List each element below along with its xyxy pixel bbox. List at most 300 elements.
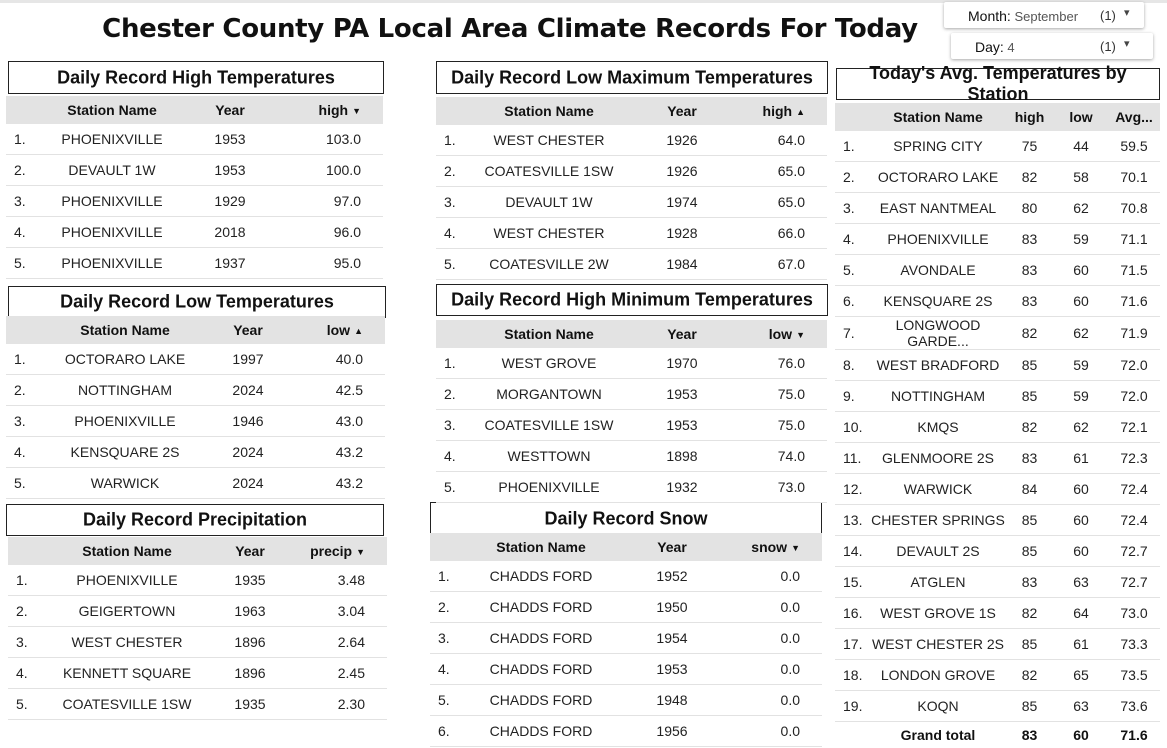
- card-title-record-low-max: Daily Record Low Maximum Temperatures: [436, 61, 828, 94]
- station-name-cell: COATESVILLE 1SW: [472, 156, 626, 187]
- station-name-cell: WARWICK: [42, 468, 208, 499]
- year-cell: 1926: [626, 125, 738, 156]
- row-index: 14.: [835, 536, 871, 567]
- table-row[interactable]: [8, 565, 387, 596]
- row-index: 9.: [835, 381, 871, 412]
- column-header-station[interactable]: Station Name: [44, 537, 210, 565]
- column-header-low[interactable]: low ▼: [738, 320, 827, 348]
- avg-cell: 72.0: [1108, 350, 1160, 381]
- row-index: 3.: [6, 186, 42, 217]
- row-index: 5.: [430, 685, 466, 716]
- year-cell: 1963: [210, 596, 290, 627]
- year-cell: 1946: [208, 406, 288, 437]
- column-header-station[interactable]: Station Name: [42, 316, 208, 344]
- row-index: 3.: [430, 623, 466, 654]
- table-row[interactable]: [835, 567, 1160, 598]
- table-row[interactable]: [436, 249, 827, 280]
- station-name-cell: WEST CHESTER 2S: [871, 629, 1005, 660]
- table-row[interactable]: [6, 124, 383, 155]
- avg-cell: 72.0: [1108, 381, 1160, 412]
- sort-descending-icon[interactable]: ▼: [356, 547, 365, 557]
- value-cell: 96.0: [278, 217, 383, 248]
- record-high-min-table: [436, 320, 827, 503]
- day-filter-count: (1): [1100, 39, 1116, 54]
- row-index: 4.: [6, 437, 42, 468]
- low-cell: 59: [1054, 381, 1108, 412]
- column-header-high[interactable]: high ▲: [738, 97, 827, 125]
- year-cell: 1937: [182, 248, 278, 279]
- table-row[interactable]: [6, 344, 385, 375]
- row-index: 4.: [8, 658, 44, 689]
- station-name-cell: LONDON GROVE: [871, 660, 1005, 691]
- station-name-cell: PHOENIXVILLE: [42, 248, 182, 279]
- column-header-low[interactable]: low ▲: [288, 316, 385, 344]
- month-filter-value: September: [1014, 9, 1078, 24]
- row-index: 4.: [6, 217, 42, 248]
- row-index: 4.: [436, 218, 472, 249]
- column-header-year[interactable]: Year: [626, 320, 738, 348]
- station-name-cell: SPRING CITY: [871, 131, 1005, 162]
- card-title-avg-by-station: Today's Avg. Temperatures by Station: [836, 68, 1160, 100]
- high-cell: 85: [1005, 350, 1054, 381]
- row-index: 2.: [436, 156, 472, 187]
- table-row[interactable]: [8, 658, 387, 689]
- value-cell: 100.0: [278, 155, 383, 186]
- table-row[interactable]: [835, 381, 1160, 412]
- high-cell: 82: [1005, 598, 1054, 629]
- year-cell: 1932: [626, 472, 738, 503]
- station-name-cell: WEST CHESTER: [472, 125, 626, 156]
- value-cell: 40.0: [288, 344, 385, 375]
- table-row[interactable]: [835, 131, 1160, 162]
- row-index: 19.: [835, 691, 871, 722]
- avg-cell: 70.8: [1108, 193, 1160, 224]
- sort-ascending-icon[interactable]: ▲: [796, 107, 805, 117]
- high-cell: 83: [1005, 567, 1054, 598]
- station-name-cell: WEST GROVE: [472, 348, 626, 379]
- year-cell: 1896: [210, 658, 290, 689]
- day-filter-value: 4: [1007, 40, 1014, 55]
- station-name-cell: WEST CHESTER: [44, 627, 210, 658]
- year-cell: 1953: [626, 379, 738, 410]
- table-row[interactable]: [835, 536, 1160, 567]
- station-name-cell: WEST GROVE 1S: [871, 598, 1005, 629]
- table-row[interactable]: [430, 654, 822, 685]
- row-index: 1.: [8, 565, 44, 596]
- grand-total-high: 83: [1005, 722, 1054, 748]
- row-index: 12.: [835, 474, 871, 505]
- station-name-cell: ATGLEN: [871, 567, 1005, 598]
- year-cell: 1953: [616, 654, 728, 685]
- year-cell: 1928: [626, 218, 738, 249]
- month-filter-label: Month:: [968, 8, 1011, 24]
- year-cell: 1898: [626, 441, 738, 472]
- value-cell: 103.0: [278, 124, 383, 155]
- value-cell: 0.0: [728, 685, 822, 716]
- row-index: 2.: [8, 596, 44, 627]
- station-name-cell: NOTTINGHAM: [871, 381, 1005, 412]
- avg-cell: 72.7: [1108, 536, 1160, 567]
- row-index: 5.: [436, 249, 472, 280]
- avg-cell: 72.3: [1108, 443, 1160, 474]
- table-row[interactable]: [835, 474, 1160, 505]
- avg-cell: 72.1: [1108, 412, 1160, 443]
- high-cell: 83: [1005, 255, 1054, 286]
- table-row[interactable]: [835, 443, 1160, 474]
- value-cell: 0.0: [728, 654, 822, 685]
- table-row[interactable]: [436, 410, 827, 441]
- avg-cell: 72.4: [1108, 505, 1160, 536]
- table-row[interactable]: [835, 350, 1160, 381]
- station-name-cell: PHOENIXVILLE: [42, 186, 182, 217]
- station-name-cell: DEVAULT 2S: [871, 536, 1005, 567]
- station-name-cell: CHADDS FORD: [466, 623, 616, 654]
- column-header-year[interactable]: Year: [616, 533, 728, 561]
- sort-descending-icon[interactable]: ▼: [796, 330, 805, 340]
- station-name-cell: PHOENIXVILLE: [472, 472, 626, 503]
- table-row[interactable]: [8, 596, 387, 627]
- station-name-cell: CHADDS FORD: [466, 592, 616, 623]
- avg-cell: 73.6: [1108, 691, 1160, 722]
- low-cell: 60: [1054, 255, 1108, 286]
- station-name-cell: NOTTINGHAM: [42, 375, 208, 406]
- table-row[interactable]: [436, 379, 827, 410]
- value-cell: 74.0: [738, 441, 827, 472]
- table-row[interactable]: [835, 193, 1160, 224]
- year-cell: 1929: [182, 186, 278, 217]
- row-index: 7.: [835, 317, 871, 350]
- station-name-cell: GLENMOORE 2S: [871, 443, 1005, 474]
- caret-down-icon: ▾: [1124, 37, 1130, 50]
- station-name-cell: DEVAULT 1W: [42, 155, 182, 186]
- month-filter-count: (1): [1100, 8, 1116, 23]
- column-header-snow[interactable]: snow ▼: [728, 533, 822, 561]
- low-cell: 60: [1054, 286, 1108, 317]
- station-name-cell: PHOENIXVILLE: [44, 565, 210, 596]
- table-row[interactable]: [436, 125, 827, 156]
- table-row[interactable]: [835, 255, 1160, 286]
- row-index: 2.: [835, 162, 871, 193]
- year-cell: 1926: [626, 156, 738, 187]
- station-name-cell: LONGWOOD GARDE...: [871, 317, 1005, 350]
- value-cell: 0.0: [728, 561, 822, 592]
- row-index: 16.: [835, 598, 871, 629]
- table-row[interactable]: [430, 716, 822, 747]
- table-row[interactable]: [430, 623, 822, 654]
- sort-descending-icon[interactable]: ▼: [352, 106, 361, 116]
- row-index: 6.: [430, 716, 466, 747]
- value-cell: 97.0: [278, 186, 383, 217]
- year-cell: 1950: [616, 592, 728, 623]
- table-row[interactable]: [835, 317, 1160, 350]
- value-cell: 65.0: [738, 187, 827, 218]
- station-name-cell: WEST CHESTER: [472, 218, 626, 249]
- row-index: 3.: [6, 406, 42, 437]
- low-cell: 58: [1054, 162, 1108, 193]
- row-index: 5.: [6, 248, 42, 279]
- table-row[interactable]: [436, 156, 827, 187]
- year-cell: 1948: [616, 685, 728, 716]
- avg-cell: 73.0: [1108, 598, 1160, 629]
- row-index: 4.: [436, 441, 472, 472]
- low-cell: 65: [1054, 660, 1108, 691]
- sort-descending-icon[interactable]: ▼: [791, 543, 800, 553]
- table-row[interactable]: [436, 472, 827, 503]
- row-index: 1.: [6, 344, 42, 375]
- station-name-cell: COATESVILLE 1SW: [472, 410, 626, 441]
- grand-total-label: Grand total: [871, 722, 1005, 748]
- row-index: 8.: [835, 350, 871, 381]
- year-cell: 2024: [208, 437, 288, 468]
- column-header-year[interactable]: Year: [182, 96, 278, 124]
- value-cell: 0.0: [728, 716, 822, 747]
- avg-cell: 72.4: [1108, 474, 1160, 505]
- table-row[interactable]: [6, 437, 385, 468]
- year-cell: 1896: [210, 627, 290, 658]
- high-cell: 82: [1005, 317, 1054, 350]
- low-cell: 59: [1054, 350, 1108, 381]
- row-index: 10.: [835, 412, 871, 443]
- station-name-cell: PHOENIXVILLE: [871, 224, 1005, 255]
- high-cell: 84: [1005, 474, 1054, 505]
- table-row[interactable]: [835, 286, 1160, 317]
- record-high-table: [6, 96, 383, 279]
- row-index: 3.: [8, 627, 44, 658]
- table-row[interactable]: [436, 348, 827, 379]
- year-cell: 1970: [626, 348, 738, 379]
- year-cell: 1953: [182, 155, 278, 186]
- station-name-cell: COATESVILLE 1SW: [44, 689, 210, 720]
- column-header-station[interactable]: Station Name: [472, 320, 626, 348]
- year-cell: 1997: [208, 344, 288, 375]
- station-name-cell: CHADDS FORD: [466, 654, 616, 685]
- low-cell: 62: [1054, 317, 1108, 350]
- value-cell: 0.0: [728, 592, 822, 623]
- value-cell: 2.30: [290, 689, 387, 720]
- row-index: 2.: [6, 375, 42, 406]
- row-index: 5.: [436, 472, 472, 503]
- station-name-cell: KENSQUARE 2S: [42, 437, 208, 468]
- avg-cell: 73.3: [1108, 629, 1160, 660]
- column-header-station[interactable]: Station Name: [472, 97, 626, 125]
- table-row[interactable]: [835, 412, 1160, 443]
- value-cell: 0.0: [728, 623, 822, 654]
- table-row[interactable]: [6, 186, 383, 217]
- row-index: 1.: [835, 131, 871, 162]
- year-cell: 1935: [210, 689, 290, 720]
- avg-cell: 71.1: [1108, 224, 1160, 255]
- year-cell: 2024: [208, 468, 288, 499]
- table-row[interactable]: [835, 629, 1160, 660]
- value-cell: 3.04: [290, 596, 387, 627]
- year-cell: 1935: [210, 565, 290, 596]
- avg-by-station-table: [835, 103, 1160, 748]
- row-index: 5.: [6, 468, 42, 499]
- value-cell: 3.48: [290, 565, 387, 596]
- high-cell: 85: [1005, 629, 1054, 660]
- high-cell: 75: [1005, 131, 1054, 162]
- table-row[interactable]: [8, 627, 387, 658]
- high-cell: 85: [1005, 505, 1054, 536]
- station-name-cell: CHADDS FORD: [466, 685, 616, 716]
- table-row[interactable]: [436, 218, 827, 249]
- year-cell: 1956: [616, 716, 728, 747]
- station-name-cell: OCTORARO LAKE: [42, 344, 208, 375]
- table-row[interactable]: [6, 155, 383, 186]
- high-cell: 82: [1005, 412, 1054, 443]
- row-index: 2.: [6, 155, 42, 186]
- table-row[interactable]: [436, 441, 827, 472]
- value-cell: 75.0: [738, 410, 827, 441]
- card-title-record-low: Daily Record Low Temperatures: [8, 286, 386, 318]
- column-header-high[interactable]: high: [1005, 103, 1054, 131]
- table-row[interactable]: [835, 162, 1160, 193]
- grand-total-avg: 71.6: [1108, 722, 1160, 748]
- column-header-station[interactable]: Station Name: [466, 533, 616, 561]
- station-name-cell: GEIGERTOWN: [44, 596, 210, 627]
- station-name-cell: AVONDALE: [871, 255, 1005, 286]
- year-cell: 2024: [208, 375, 288, 406]
- table-row[interactable]: [6, 217, 383, 248]
- station-name-cell: EAST NANTMEAL: [871, 193, 1005, 224]
- low-cell: 60: [1054, 536, 1108, 567]
- column-header-year[interactable]: Year: [626, 97, 738, 125]
- column-header-year[interactable]: Year: [208, 316, 288, 344]
- station-name-cell: PHOENIXVILLE: [42, 406, 208, 437]
- column-header-high[interactable]: high ▼: [278, 96, 383, 124]
- day-filter[interactable]: [951, 33, 1153, 59]
- card-title-record-snow: Daily Record Snow: [430, 502, 822, 535]
- row-index: 15.: [835, 567, 871, 598]
- year-cell: 1953: [626, 410, 738, 441]
- low-cell: 61: [1054, 629, 1108, 660]
- station-name-cell: KOQN: [871, 691, 1005, 722]
- low-cell: 62: [1054, 193, 1108, 224]
- row-index: 1.: [430, 561, 466, 592]
- table-row[interactable]: [6, 375, 385, 406]
- value-cell: 43.0: [288, 406, 385, 437]
- station-name-cell: DEVAULT 1W: [472, 187, 626, 218]
- low-cell: 59: [1054, 224, 1108, 255]
- row-index: 5.: [8, 689, 44, 720]
- table-row[interactable]: [430, 592, 822, 623]
- row-index: 17.: [835, 629, 871, 660]
- table-row[interactable]: [835, 224, 1160, 255]
- sort-ascending-icon[interactable]: ▲: [354, 326, 363, 336]
- table-row[interactable]: [835, 691, 1160, 722]
- grand-total-low: 60: [1054, 722, 1108, 748]
- page-title: Chester County PA Local Area Climate Records For Today: [60, 14, 960, 44]
- table-row[interactable]: [6, 468, 385, 499]
- station-name-cell: CHADDS FORD: [466, 716, 616, 747]
- row-index: 4.: [835, 224, 871, 255]
- value-cell: 75.0: [738, 379, 827, 410]
- high-cell: 83: [1005, 286, 1054, 317]
- value-cell: 76.0: [738, 348, 827, 379]
- avg-cell: 71.5: [1108, 255, 1160, 286]
- low-cell: 62: [1054, 412, 1108, 443]
- row-index: 2.: [436, 379, 472, 410]
- value-cell: 43.2: [288, 468, 385, 499]
- row-index: 4.: [430, 654, 466, 685]
- value-cell: 64.0: [738, 125, 827, 156]
- column-header-year[interactable]: Year: [210, 537, 290, 565]
- value-cell: 73.0: [738, 472, 827, 503]
- value-cell: 43.2: [288, 437, 385, 468]
- station-name-cell: OCTORARO LAKE: [871, 162, 1005, 193]
- low-cell: 64: [1054, 598, 1108, 629]
- record-low-max-table: [436, 97, 827, 280]
- value-cell: 2.64: [290, 627, 387, 658]
- value-cell: 2.45: [290, 658, 387, 689]
- column-header-avg[interactable]: Avg...: [1108, 103, 1160, 131]
- table-row[interactable]: [436, 187, 827, 218]
- record-precip-table: [8, 537, 387, 720]
- avg-cell: 70.1: [1108, 162, 1160, 193]
- year-cell: 1974: [626, 187, 738, 218]
- row-index: 1.: [436, 125, 472, 156]
- low-cell: 44: [1054, 131, 1108, 162]
- high-cell: 82: [1005, 660, 1054, 691]
- station-name-cell: KENSQUARE 2S: [871, 286, 1005, 317]
- station-name-cell: COATESVILLE 2W: [472, 249, 626, 280]
- column-header-precip[interactable]: precip ▼: [290, 537, 387, 565]
- high-cell: 83: [1005, 224, 1054, 255]
- year-cell: 2018: [182, 217, 278, 248]
- row-index: 5.: [835, 255, 871, 286]
- row-index: 1.: [436, 348, 472, 379]
- month-filter[interactable]: [944, 2, 1144, 28]
- station-name-cell: PHOENIXVILLE: [42, 217, 182, 248]
- low-cell: 60: [1054, 505, 1108, 536]
- table-row[interactable]: [6, 406, 385, 437]
- row-index: 3.: [436, 410, 472, 441]
- record-snow-table: [430, 533, 822, 747]
- table-row[interactable]: [430, 685, 822, 716]
- station-name-cell: PHOENIXVILLE: [42, 124, 182, 155]
- caret-down-icon: ▾: [1124, 6, 1130, 19]
- table-row[interactable]: [835, 505, 1160, 536]
- avg-cell: 73.5: [1108, 660, 1160, 691]
- column-header-low[interactable]: low: [1054, 103, 1108, 131]
- avg-cell: 71.9: [1108, 317, 1160, 350]
- station-name-cell: CHESTER SPRINGS: [871, 505, 1005, 536]
- value-cell: 66.0: [738, 218, 827, 249]
- row-index: 1.: [6, 124, 42, 155]
- value-cell: 95.0: [278, 248, 383, 279]
- value-cell: 67.0: [738, 249, 827, 280]
- table-row[interactable]: [430, 561, 822, 592]
- table-row[interactable]: [835, 660, 1160, 691]
- column-header-station[interactable]: Station Name: [871, 103, 1005, 131]
- low-cell: 63: [1054, 691, 1108, 722]
- station-name-cell: WESTTOWN: [472, 441, 626, 472]
- high-cell: 80: [1005, 193, 1054, 224]
- column-header-station[interactable]: Station Name: [42, 96, 182, 124]
- record-low-table: [6, 316, 385, 499]
- year-cell: 1984: [626, 249, 738, 280]
- table-row[interactable]: [6, 248, 383, 279]
- row-index: 2.: [430, 592, 466, 623]
- day-filter-label: Day:: [975, 39, 1004, 55]
- table-row[interactable]: [8, 689, 387, 720]
- row-index: 11.: [835, 443, 871, 474]
- table-row[interactable]: [835, 598, 1160, 629]
- row-index: 6.: [835, 286, 871, 317]
- row-index: 18.: [835, 660, 871, 691]
- avg-cell: 72.7: [1108, 567, 1160, 598]
- card-title-record-precip: Daily Record Precipitation: [6, 504, 384, 536]
